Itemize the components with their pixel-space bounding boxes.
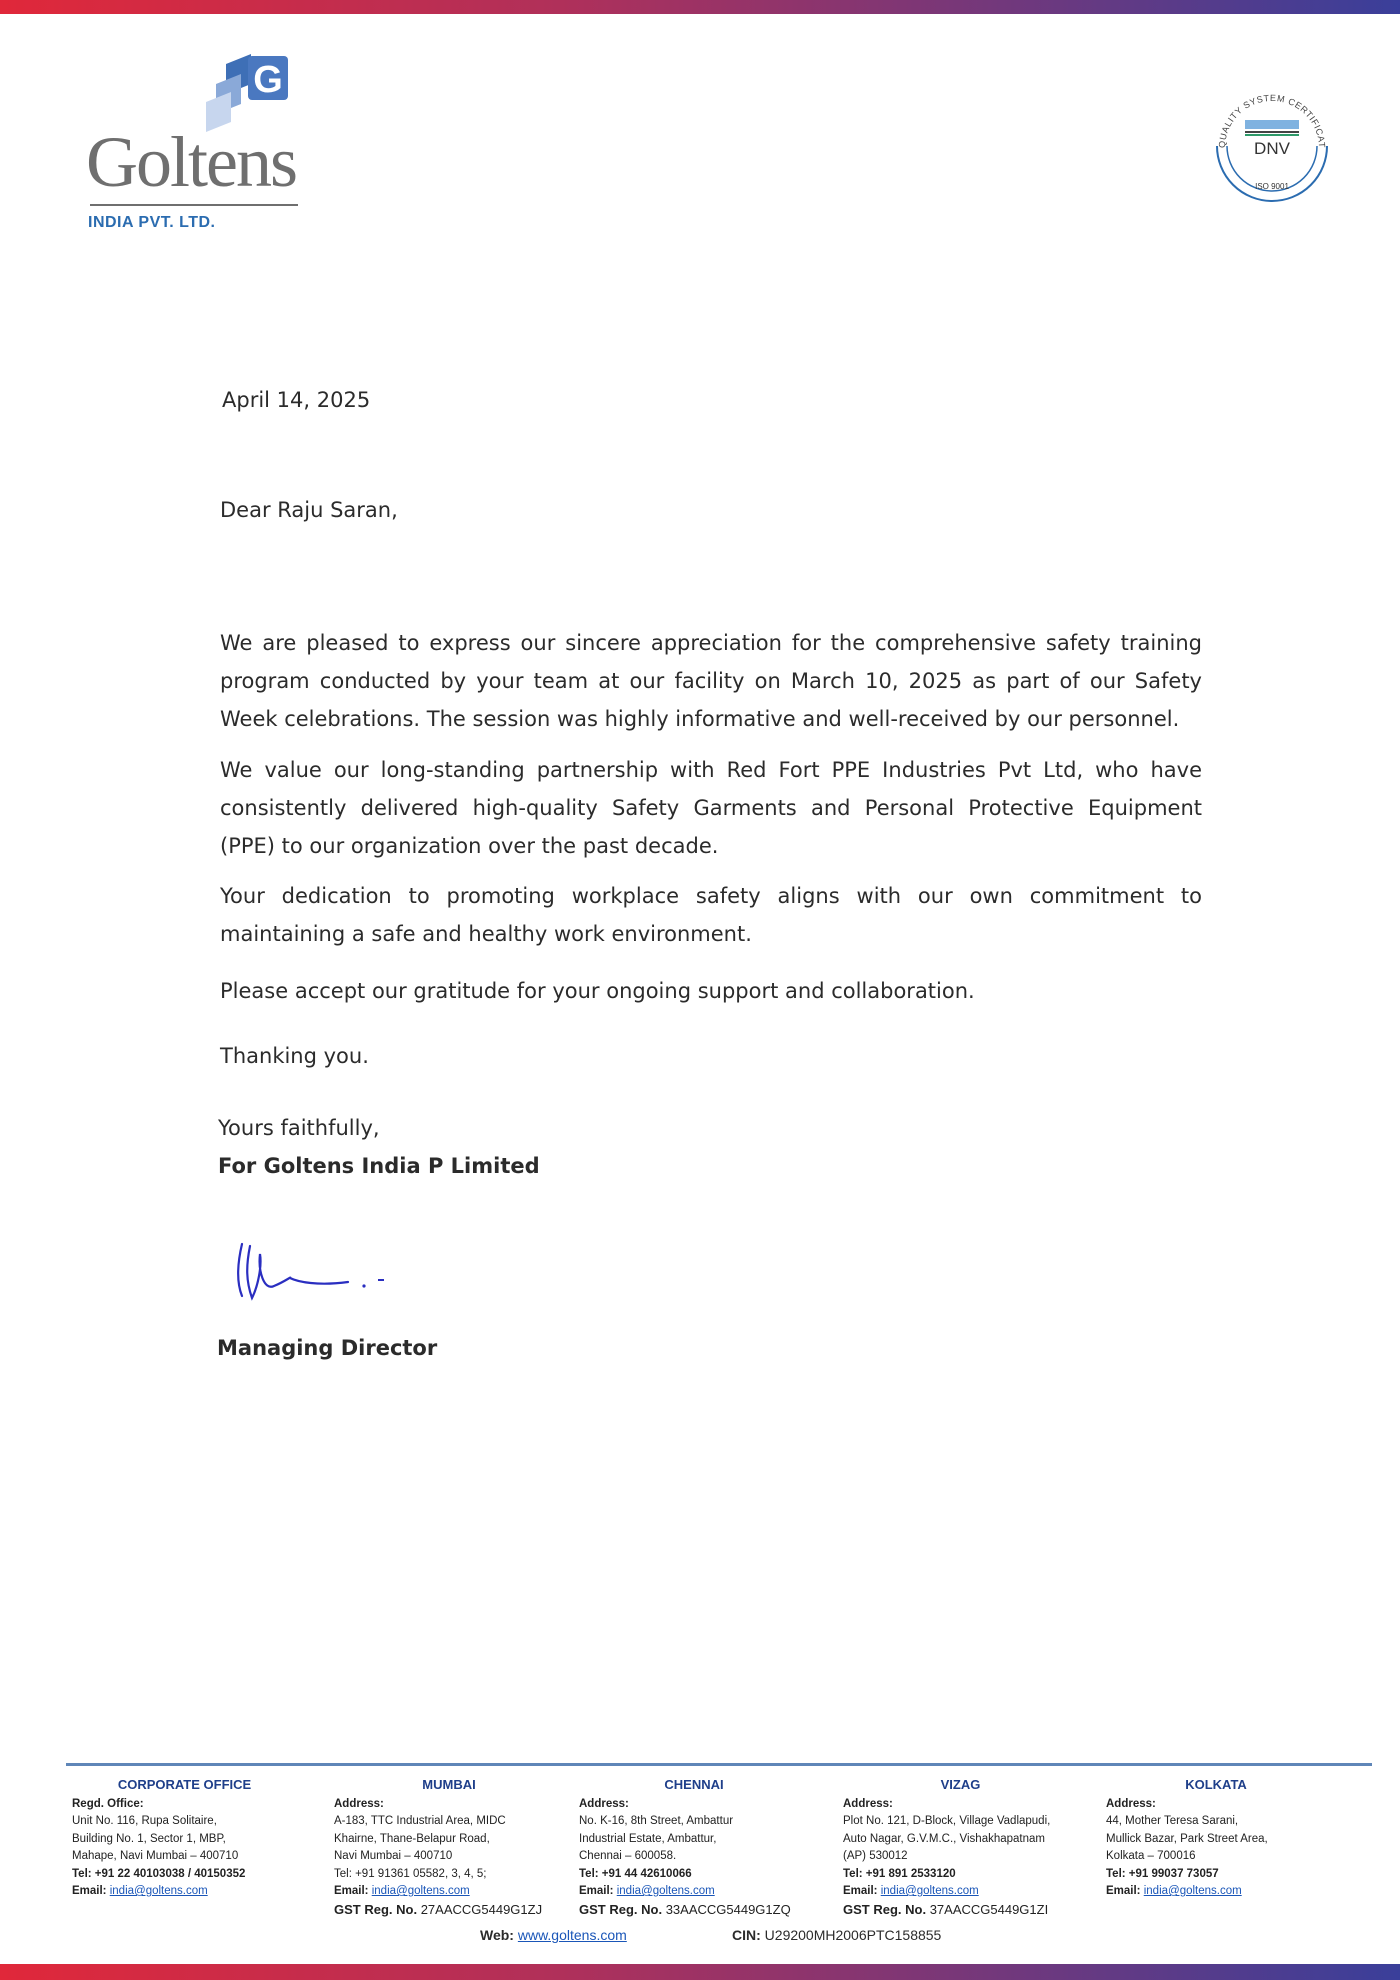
top-color-bar xyxy=(0,0,1400,14)
office-address-line: Khairne, Thane-Belapur Road, xyxy=(334,1832,490,1845)
paragraph-commitment: Your dedication to promoting workplace safety aligns with our own commitment to maintaining a safe and healthy work environment. xyxy=(220,884,1202,946)
letter-date: April 14, 2025 xyxy=(222,388,371,412)
cin-label: CIN: xyxy=(732,1927,761,1943)
seal-standard: ISO 9001 xyxy=(1255,182,1289,191)
thanks-line: Thanking you. xyxy=(220,1044,369,1068)
office-tel: Tel: +91 99037 73057 xyxy=(1106,1867,1219,1880)
office-city: MUMBAI xyxy=(422,1777,476,1792)
gst-label: GST Reg. No. xyxy=(334,1901,418,1917)
office-label: Address: xyxy=(843,1797,893,1810)
svg-text:QUALITY SYSTEM CERTIFICATION xyxy=(1207,76,1327,148)
office-address-line: Building No. 1, Sector 1, MBP, xyxy=(72,1832,226,1845)
office-address-line: Mahape, Navi Mumbai – 400710 xyxy=(72,1850,239,1862)
gst-number: 33AACCG5449G1ZQ xyxy=(665,1901,791,1917)
goltens-logo xyxy=(86,54,306,234)
office-address-line: Industrial Estate, Ambattur, xyxy=(579,1832,717,1845)
footer-office-vizag xyxy=(843,1776,1078,1918)
office-address-line: A-183, TTC Industrial Area, MIDC xyxy=(334,1815,506,1827)
office-email-link[interactable]: india@goltens.com xyxy=(880,1885,979,1897)
office-tel: Tel: +91 91361 05582, 3, 4, 5; xyxy=(334,1867,487,1880)
web-label: Web: xyxy=(480,1927,514,1943)
closing-line: Yours faithfully, xyxy=(218,1116,380,1140)
footer-web xyxy=(480,1927,627,1943)
gst-number: 37AACCG5449G1ZI xyxy=(929,1901,1049,1917)
gst-label: GST Reg. No. xyxy=(579,1901,663,1917)
paragraph-gratitude: Please accept our gratitude for your ongoing support and collaboration. xyxy=(220,979,975,1003)
dnv-certification-seal xyxy=(1207,76,1337,206)
office-email-link[interactable]: india@goltens.com xyxy=(109,1885,208,1897)
office-label: Address: xyxy=(1106,1797,1156,1810)
footer-office-mumbai xyxy=(334,1776,564,1918)
office-city: CHENNAI xyxy=(664,1777,724,1792)
office-label: Address: xyxy=(579,1797,629,1810)
office-email-link[interactable]: india@goltens.com xyxy=(616,1885,715,1897)
footer-office-chennai xyxy=(579,1776,809,1918)
office-city: VIZAG xyxy=(940,1777,981,1792)
email-label: Email: xyxy=(1106,1885,1141,1897)
email-label: Email: xyxy=(843,1885,878,1897)
logo-underline xyxy=(90,204,298,206)
company-signoff: For Goltens India P Limited xyxy=(218,1154,540,1178)
seal-mark: DNV xyxy=(1254,139,1290,158)
office-label: Regd. Office: xyxy=(72,1797,144,1810)
seal-ring-text: QUALITY SYSTEM CERTIFICAT xyxy=(1216,92,1328,149)
office-tel: Tel: +91 891 2533120 xyxy=(843,1867,956,1880)
email-label: Email: xyxy=(334,1885,369,1897)
office-city: CORPORATE OFFICE xyxy=(117,1777,252,1792)
office-address-line: Mullick Bazar, Park Street Area, xyxy=(1106,1832,1268,1845)
office-address-line: Kolkata – 700016 xyxy=(1106,1850,1196,1862)
office-label: Address: xyxy=(334,1797,384,1810)
brand-name: Goltens xyxy=(86,122,296,202)
footer-office-kolkata xyxy=(1106,1776,1326,1901)
paragraph-appreciation: We are pleased to express our sincere appreciation for the comprehensive safety training program conducted by your team at our facility on March 10, 2025 as part of our Safety Week celebrations. The session was highly informative and well-received by our personnel. xyxy=(220,631,1202,731)
office-address-line: Plot No. 121, D-Block, Village Vadlapudi, xyxy=(843,1815,1051,1827)
cin-number: U29200MH2006PTC158855 xyxy=(764,1927,942,1943)
brand-subtitle: INDIA PVT. LTD. xyxy=(88,214,216,231)
office-address-line: Navi Mumbai – 400710 xyxy=(334,1850,453,1862)
office-email-link[interactable]: india@goltens.com xyxy=(371,1885,470,1897)
email-label: Email: xyxy=(72,1885,107,1897)
office-email-link[interactable]: india@goltens.com xyxy=(1143,1885,1242,1897)
gst-label: GST Reg. No. xyxy=(843,1901,927,1917)
footer-cin xyxy=(732,1927,941,1943)
handwritten-signature xyxy=(228,1236,408,1316)
gst-number: 27AACCG5449G1ZJ xyxy=(420,1901,543,1917)
paragraph-partnership: We value our long-standing partnership with Red Fort PPE Industries Pvt Ltd, who have consistently delivered high-quality Safety Garments and Personal Protective Equipment (PPE) to our organization over the past decade. xyxy=(220,758,1202,858)
bottom-color-bar xyxy=(0,1964,1400,1980)
office-address-line: No. K-16, 8th Street, Ambattur xyxy=(579,1815,734,1827)
office-address-line: Unit No. 116, Rupa Solitaire, xyxy=(72,1815,217,1827)
office-tel: Tel: +91 44 42610066 xyxy=(579,1867,692,1880)
office-tel: Tel: +91 22 40103038 / 40150352 xyxy=(72,1867,246,1880)
office-address-line: 44, Mother Teresa Sarani, xyxy=(1106,1815,1239,1827)
office-city: KOLKATA xyxy=(1185,1777,1247,1792)
signer-title: Managing Director xyxy=(217,1336,438,1360)
website-link[interactable]: www.goltens.com xyxy=(517,1927,627,1943)
footer-rule xyxy=(66,1763,1372,1766)
footer-office-corporate xyxy=(72,1776,297,1901)
salutation: Dear Raju Saran, xyxy=(220,498,398,522)
office-address-line: Chennai – 600058. xyxy=(579,1850,677,1862)
svg-text:G: G xyxy=(253,59,283,101)
email-label: Email: xyxy=(579,1885,614,1897)
office-address-line: (AP) 530012 xyxy=(843,1850,908,1862)
office-address-line: Auto Nagar, G.V.M.C., Vishakhapatnam xyxy=(843,1832,1046,1845)
